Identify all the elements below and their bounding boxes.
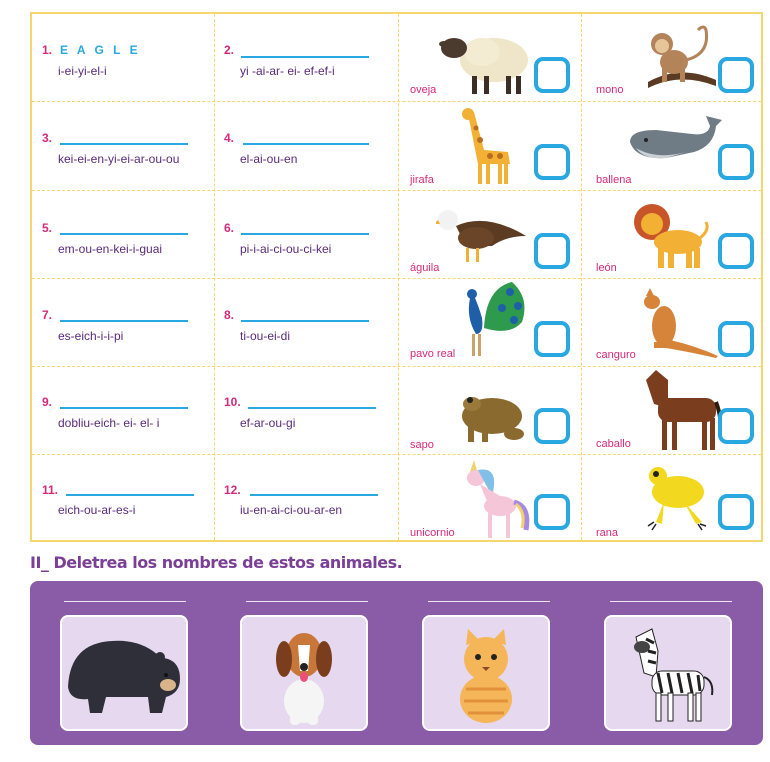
spelling-panel xyxy=(30,581,763,745)
lion-icon xyxy=(632,200,712,272)
spelling-text: i-ei-yi-el-i xyxy=(58,64,107,78)
giraffe-icon xyxy=(458,106,514,186)
spelling-text: dobliu-eich- ei- el- i xyxy=(58,416,160,430)
spelling-text: kei-ei-en-yi-ei-ar-ou-ou xyxy=(58,152,180,166)
checkbox[interactable] xyxy=(718,408,754,444)
answer-line[interactable] xyxy=(610,601,732,602)
animal-card xyxy=(240,615,368,731)
animal-label-lion: león xyxy=(596,262,617,274)
spelling-text: eich-ou-ar-es-i xyxy=(58,503,136,517)
answer-line[interactable] xyxy=(60,407,188,409)
animal-card xyxy=(604,615,732,731)
animal-label-eagle: águila xyxy=(410,262,440,274)
row-divider xyxy=(32,454,761,455)
animal-label-unicorn: unicornio xyxy=(410,527,455,539)
zebra-icon xyxy=(606,617,730,729)
animal-label-kangaroo: canguro xyxy=(596,349,636,361)
animal-label-whale: ballena xyxy=(596,174,632,186)
whale-icon xyxy=(626,112,724,178)
checkbox[interactable] xyxy=(534,57,570,93)
unicorn-icon xyxy=(460,456,532,542)
answer-line[interactable] xyxy=(60,233,188,235)
answer-line[interactable] xyxy=(241,56,369,58)
checkbox[interactable] xyxy=(718,494,754,530)
item-number: 10. xyxy=(224,395,241,409)
row-divider xyxy=(32,101,761,102)
spelling-text: es-eich-i-i-pi xyxy=(58,329,124,343)
item-number: 1. xyxy=(42,43,53,57)
column-divider xyxy=(398,14,399,540)
peacock-icon xyxy=(456,278,530,360)
answer-line[interactable] xyxy=(428,601,550,602)
spelling-text: pi-i-ai-ci-ou-ci-kei xyxy=(240,242,332,256)
spelling-text: ti-ou-ei-di xyxy=(240,329,291,343)
animal-label-toad: sapo xyxy=(410,439,434,451)
spelling-text: ef-ar-ou-gi xyxy=(240,416,296,430)
section-title: II_ Deletrea los nombres de estos animales. xyxy=(30,553,403,572)
checkbox[interactable] xyxy=(718,233,754,269)
monkey-icon xyxy=(640,24,720,96)
animal-label-sheep: oveja xyxy=(410,84,437,96)
row-divider xyxy=(32,190,761,191)
checkbox[interactable] xyxy=(718,57,754,93)
row-divider xyxy=(32,366,761,367)
answer-line[interactable] xyxy=(246,601,368,602)
item-number: 4. xyxy=(224,131,235,145)
frog-icon xyxy=(640,462,714,532)
item-number: 3. xyxy=(42,131,53,145)
animal-card xyxy=(60,615,188,731)
animal-label-monkey: mono xyxy=(596,84,624,96)
checkbox[interactable] xyxy=(718,321,754,357)
answer-line[interactable] xyxy=(243,143,369,145)
checkbox[interactable] xyxy=(534,321,570,357)
checkbox[interactable] xyxy=(534,233,570,269)
animal-label-peacock: pavo real xyxy=(410,348,456,360)
item-number: 11. xyxy=(42,483,59,497)
answer-line[interactable] xyxy=(241,233,369,235)
checkbox[interactable] xyxy=(534,494,570,530)
spelling-text: iu-en-ai-ci-ou-ar-en xyxy=(240,503,343,517)
item-number: 8. xyxy=(224,308,235,322)
answer-line[interactable] xyxy=(60,320,188,322)
checkbox[interactable] xyxy=(534,408,570,444)
dog-icon xyxy=(242,617,366,729)
animal-label-giraffe: jirafa xyxy=(410,174,434,186)
answer-line[interactable] xyxy=(66,494,194,496)
horse-icon xyxy=(640,368,722,452)
animal-label-horse: caballo xyxy=(596,438,631,450)
answer-line[interactable] xyxy=(250,494,378,496)
animal-card xyxy=(422,615,550,731)
eagle-icon xyxy=(436,206,530,268)
item-number: 9. xyxy=(42,395,53,409)
column-divider xyxy=(581,14,582,540)
answer-example: E A G L E xyxy=(60,43,141,57)
checkbox[interactable] xyxy=(718,144,754,180)
answer-line[interactable] xyxy=(64,601,186,602)
sheep-icon xyxy=(436,30,532,96)
item-number: 2. xyxy=(224,43,235,57)
item-number: 7. xyxy=(42,308,53,322)
kangaroo-icon xyxy=(640,286,720,360)
answer-line[interactable] xyxy=(241,320,369,322)
column-divider xyxy=(214,14,215,540)
bear-icon xyxy=(62,617,186,729)
spelling-text: yi -ai-ar- ei- ef-ef-i xyxy=(240,64,335,78)
spelling-text: el-ai-ou-en xyxy=(240,152,298,166)
item-number: 12. xyxy=(224,483,241,497)
cat-icon xyxy=(424,617,548,729)
spelling-text: em-ou-en-kei-i-guai xyxy=(58,242,163,256)
answer-line[interactable] xyxy=(248,407,376,409)
animal-label-frog: rana xyxy=(596,527,619,539)
answer-line[interactable] xyxy=(60,143,188,145)
row-divider xyxy=(32,278,761,279)
toad-icon xyxy=(458,386,524,446)
item-number: 6. xyxy=(224,221,235,235)
checkbox[interactable] xyxy=(534,144,570,180)
item-number: 5. xyxy=(42,221,53,235)
